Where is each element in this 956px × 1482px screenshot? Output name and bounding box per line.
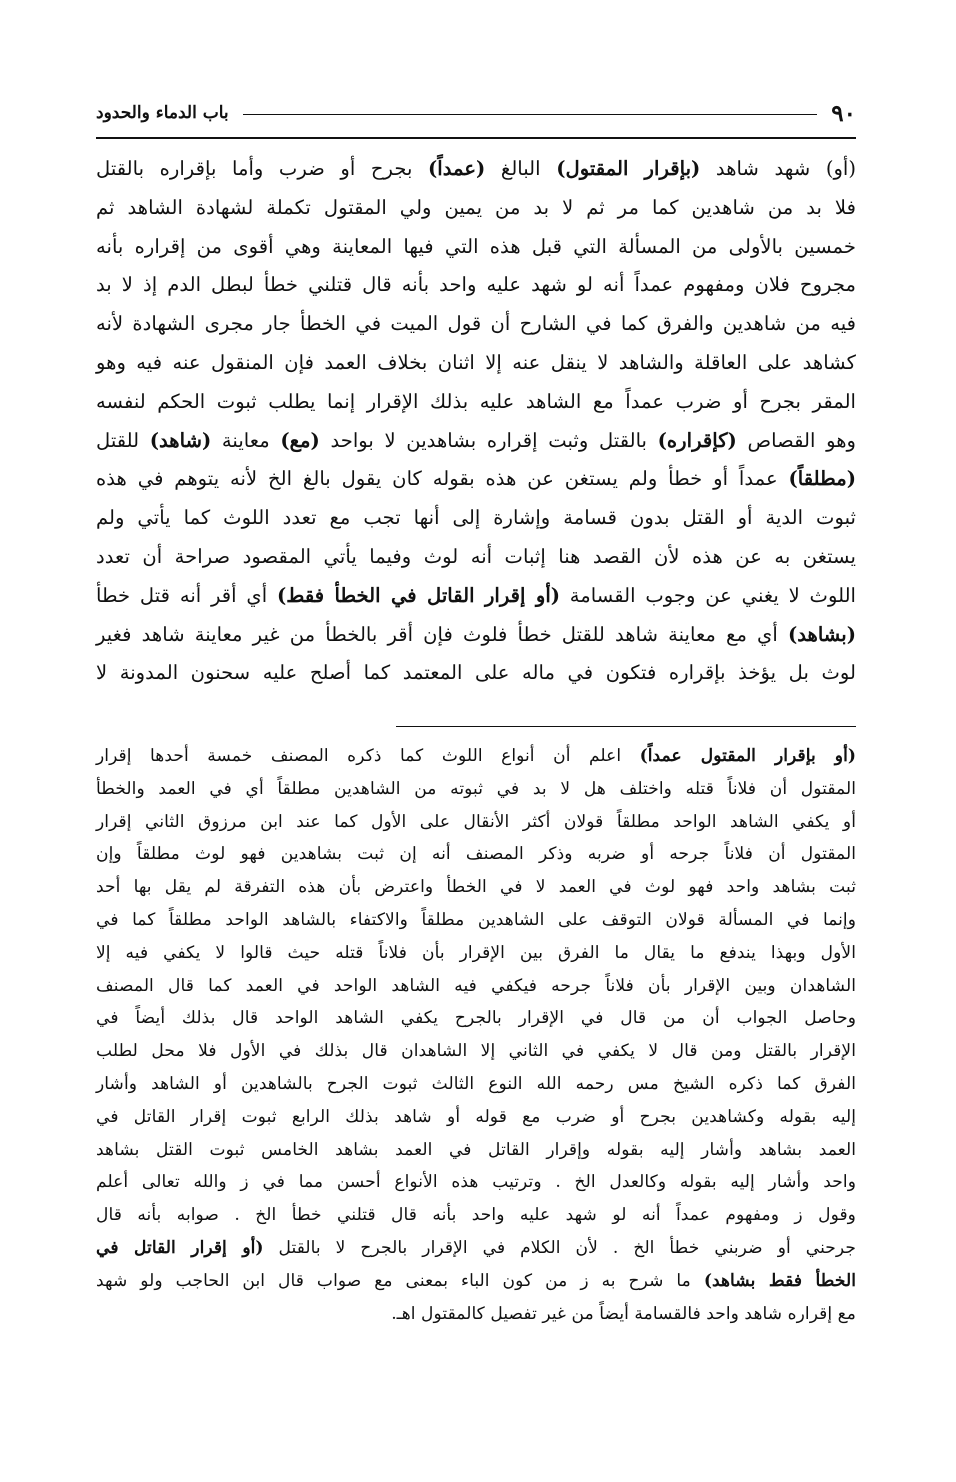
- bold-term: (شاهد): [149, 428, 212, 452]
- header-divider: [96, 137, 856, 139]
- footnote-line: [96, 970, 856, 1003]
- text-run: فلا بد من شاهدين كما مر ثم لا بد من يمين ولي المقتول تكملة لشهادة الشاهد ثم: [96, 195, 856, 219]
- text-run: وإنما في المسألة قولان التوقف على الشاهدين مطلقاً والاكتفاء بالشاهد الواحد مطلقاً كما في: [96, 909, 856, 930]
- text-run: خمسين بالأولى من المسألة التي قبل هذه التي فيها المعاينة وهي أقوى من إقراره بأنه: [96, 234, 856, 258]
- body-line: [96, 266, 856, 305]
- bold-term: الخطأ فقط بشاهد): [703, 1270, 856, 1291]
- body-line: [96, 654, 856, 693]
- footnote-line: [96, 773, 856, 806]
- bold-term: (عمداً): [428, 157, 486, 180]
- text-run: بجرح أو ضرب وأما بإقراره بالقتل: [96, 157, 429, 180]
- text-run: أي مع معاينة شاهد للقتل خطأ فلوث فإن أقر بالخطأ من غير معاينة شاهد فغير: [96, 622, 788, 646]
- body-line: [96, 189, 856, 228]
- bold-term: (أو بإقرار المقتول عمداً): [639, 746, 856, 766]
- body-line: [96, 616, 856, 655]
- text-run: لوث بل يؤخذ بإقراره فتكون في ماله على المعتمد كما أصلح عليه سحنون المدونة لا: [96, 661, 856, 685]
- bold-term: (أو إقرار القاتل في الخطأ فقط): [276, 583, 561, 607]
- text-run: ثبت بشاهد واحد فهو لوث في العمد لا في الخطأ واعترض بأن هذه التفرقة لم يقل بها أحد: [96, 877, 856, 898]
- text-run: جرحني أو ضربني خطأ الخ . لأن الكلام في الإقرار بالجرح لا بالقتل: [263, 1237, 856, 1258]
- body-line: [96, 577, 856, 616]
- text-run: الأول وبهذا يندفع ما يقال ما الفرق بين الإقرار بأن فلاناً قتله حيث قالوا لا يكفي فيه إلا: [96, 942, 856, 963]
- text-run: مجروح فلان ومفهوم عمداً أنه لو شهد عليه واحد بأنه قال قتلني خطأ لبطل الدم إذ لا بد: [96, 273, 856, 297]
- body-line: [96, 422, 856, 461]
- bold-term: (بإقرار المقتول): [556, 157, 701, 180]
- text-run: إليه بقوله وكشاهدين بجرح أو ضرب مع قوله أو شاهد بذلك الرابع ثبوت إقرار القاتل في: [96, 1106, 856, 1127]
- page-number: ٩٠: [831, 99, 856, 127]
- body-line: [96, 228, 856, 267]
- footnote-line: [96, 1265, 856, 1298]
- page-header: [96, 98, 856, 128]
- footnote-separator: [396, 726, 856, 727]
- text-run: وحاصل الجواب أن من قال في الإقرار بالجرح يكفي الشاهد الواحد قال بذلك أيضاً في: [96, 1008, 856, 1029]
- text-run: المقر بجرح أو ضرب عمداً مع الشاهد عليه بذلك الإقرار إنما يطلب ثبوت الحكم لنفسه: [96, 389, 856, 413]
- bold-term: (مع): [280, 428, 320, 452]
- bold-term: (كإقراره): [657, 428, 737, 452]
- footnote-line: [96, 806, 856, 839]
- body-line: [96, 538, 856, 577]
- bold-term: (أو إقرار القاتل في: [96, 1237, 264, 1258]
- text-run: واحد وأشار إليه بقوله وكالعدل الخ . وترتيب هذه الأنواع أحسن مما في ز والله تعالى أعلم: [96, 1172, 856, 1193]
- text-run: أي أقر أنه قتل خطأ: [96, 583, 277, 607]
- text-run: البالغ: [485, 157, 557, 180]
- text-run: الشاهدان وبين الإقرار بأن فلاناً جرحه فيكفي فيه الشاهد الواحد في العمد كما قال المصنف: [96, 975, 856, 996]
- bold-term: (بشاهد): [787, 622, 856, 646]
- body-line: [96, 150, 856, 189]
- text-run: اللوث لا يغني عن وجوب القسامة: [560, 583, 856, 607]
- text-run: فيه من شاهدين والفرق كما في الشارح أن قول الميت في الخطأ جار مجرى الشهادة لأنه: [96, 312, 856, 336]
- text-run: المقتول أن فلاناً قتله واختلف هل لا بد في ثبوته من الشاهدين مطلقاً أي في العمد والخطأ: [96, 778, 856, 799]
- text-run: أو يكفي الشاهد الواحد مطلقاً قولان أكثر الأنقال على الأول كما عند ابن مرزوق الثاني إقرار: [96, 811, 856, 832]
- text-run: معاينة: [211, 428, 281, 452]
- footnote-line: [96, 740, 856, 773]
- footnote-line: [96, 1166, 856, 1199]
- body-line: [96, 460, 856, 499]
- text-run: مع إقراره شاهد واحد فالقسامة أيضاً من غير تفصيل كالمقتول اهـ.: [391, 1303, 856, 1324]
- footnote-line: [96, 1002, 856, 1035]
- body-line: [96, 499, 856, 538]
- text-run: للقتل: [96, 428, 150, 452]
- footnote-line: [96, 1068, 856, 1101]
- text-run: عمداً أو خطأ ولم يستغن عن هذه بقوله كان يقول بالغ الخ لأنه يتوهم في هذه: [96, 467, 789, 491]
- text-run: الفرق كما ذكره الشيخ مس رحمه الله النوع الثالث ثبوت الجرح بالشاهدين أو الشاهد وأشار: [96, 1073, 856, 1094]
- footnote-line: [96, 1199, 856, 1232]
- footnote-line: [96, 1232, 856, 1265]
- text-run: وقول ز ومفهوم عمداً أنه لو شهد عليه واحد بأنه قال قتلني خطأ الخ . صوابه بأنه قال: [96, 1205, 856, 1226]
- text-run: (أو) شهد شاهد: [700, 157, 857, 180]
- text-run: الإقرار بالقتل ومن قال لا يكفي في الثاني إلا الشاهدان قال بذلك في الأول فلا محل لطلب: [96, 1041, 856, 1062]
- footnote-line: [96, 937, 856, 970]
- running-title: باب الدماء والحدود: [96, 103, 229, 123]
- footnote-text: [96, 740, 856, 1330]
- text-run: ما شرح به ز من كون الباء بمعنى مع صواب قال ابن الحاجب ولو شهد: [96, 1270, 704, 1291]
- footnote-line: [96, 838, 856, 871]
- text-run: المقتول أن فلاناً جرحه أو ضربه وذكر المصنف أنه إن ثبت بشاهدين فهو لوث مطلقاً وإن: [96, 844, 856, 865]
- text-run: كشاهد على العاقلة والشاهد لا ينقل عنه إلا اثنان بخلاف العمد فإن المنقول عنه فيه وهو: [96, 350, 856, 374]
- text-run: يستغن به عن هذه لأن القصد هنا إثبات أنه لوث وفيما يأتي المقصود صراحة أن تعدد: [96, 544, 856, 568]
- header-rule: [243, 114, 818, 115]
- body-line: [96, 305, 856, 344]
- bold-term: (مطلقاً): [788, 467, 856, 491]
- body-line: [96, 383, 856, 422]
- footnote-line: [96, 1101, 856, 1134]
- text-run: ثبوت الدية أو القتل بدون قسامة وإشارة إلى أنها تجب مع تعدد اللوث كما يأتي ولم: [96, 506, 856, 530]
- main-text: [96, 150, 856, 693]
- text-run: وهو القصاص: [736, 428, 856, 452]
- footnote-line: [96, 1035, 856, 1068]
- text-run: اعلم أن أنواع اللوث كما ذكره المصنف خمسة أحدها إقرار: [96, 746, 640, 766]
- text-run: بالقتل وثبت إقراره بشاهدين لا بواحد: [319, 428, 658, 452]
- body-line: [96, 344, 856, 383]
- text-run: العمد بشاهد وأشار إليه بقوله وإقرار القاتل في العمد بشاهد الخامس ثبوت القتل بشاهد: [96, 1139, 856, 1160]
- footnote-line: [96, 1298, 856, 1331]
- footnote-line: [96, 904, 856, 937]
- footnote-line: [96, 871, 856, 904]
- footnote-line: [96, 1134, 856, 1167]
